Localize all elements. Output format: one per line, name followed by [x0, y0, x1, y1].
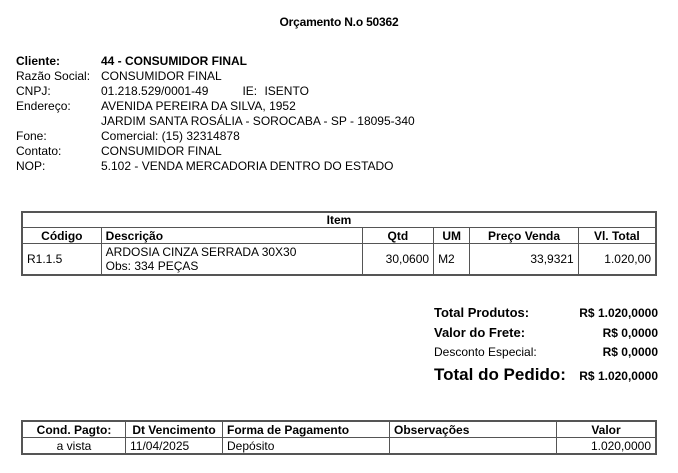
cell-forma-pagamento: Depósito	[223, 438, 390, 455]
item-obs: Obs: 334 PEÇAS	[105, 259, 199, 273]
cell-descricao	[101, 244, 362, 276]
contato-row	[16, 144, 415, 159]
client-label: Cliente:	[16, 54, 61, 68]
cnpj-value: 01.218.529/0001-49	[101, 84, 209, 98]
razao-social-value: CONSUMIDOR FINAL	[101, 69, 222, 83]
endereco-row	[16, 99, 415, 114]
endereco-line2-label	[16, 114, 101, 129]
total-produtos-row	[434, 305, 658, 325]
col-descricao: Descrição	[101, 228, 362, 244]
endereco-line2-value: JARDIM SANTA ROSÁLIA - SOROCABA - SP - 18095-340	[101, 114, 415, 128]
cnpj-label: CNPJ:	[16, 84, 51, 98]
payment-table	[21, 420, 657, 455]
items-group-header: Item	[22, 212, 656, 228]
razao-social-label: Razão Social:	[16, 69, 91, 83]
ie-value: ISENTO	[264, 84, 309, 98]
cnpj-row	[16, 84, 415, 99]
col-valor: Valor	[557, 421, 657, 438]
desconto-label: Desconto Especial:	[434, 345, 537, 359]
fone-label: Fone:	[16, 129, 47, 143]
col-preco-venda: Preço Venda	[470, 228, 578, 244]
fone-value: Comercial: (15) 32314878	[101, 129, 240, 143]
total-produtos-value: R$ 1.020,0000	[579, 306, 658, 320]
contato-label: Contato:	[16, 144, 62, 158]
nop-row	[16, 159, 415, 174]
totals-block	[434, 305, 658, 385]
table-row	[22, 244, 656, 276]
cell-dt-vencimento: 11/04/2025	[126, 438, 223, 455]
nop-label: NOP:	[16, 159, 46, 173]
valor-frete-label: Valor do Frete:	[434, 325, 526, 340]
cell-valor: 1.020,0000	[557, 438, 657, 455]
client-row	[16, 54, 415, 69]
desconto-value: R$ 0,0000	[602, 345, 658, 359]
ie-label: IE:	[242, 84, 258, 98]
desconto-row	[434, 345, 658, 365]
cell-cond-pagto: a vista	[22, 438, 126, 455]
col-qtd: Qtd	[362, 228, 433, 244]
razao-social-row	[16, 69, 415, 84]
items-table	[21, 211, 657, 276]
total-pedido-value: R$ 1.020,0000	[579, 369, 658, 383]
valor-frete-value: R$ 0,0000	[602, 326, 658, 340]
cell-codigo: R1.1.5	[22, 244, 101, 276]
endereco-value: AVENIDA PEREIRA DA SILVA, 1952	[101, 99, 296, 113]
endereco-label: Endereço:	[16, 99, 71, 113]
contato-value: CONSUMIDOR FINAL	[101, 144, 222, 158]
col-codigo: Código	[22, 228, 101, 244]
col-um: UM	[434, 228, 470, 244]
endereco-line2-row	[16, 114, 415, 129]
payment-header-row	[22, 421, 656, 438]
nop-value: 5.102 - VENDA MERCADORIA DENTRO DO ESTADO	[101, 159, 394, 173]
cell-vl-total: 1.020,00	[578, 244, 656, 276]
total-produtos-label: Total Produtos:	[434, 305, 530, 320]
col-observacoes: Observações	[390, 421, 557, 438]
total-pedido-row	[434, 365, 658, 385]
total-pedido-label: Total do Pedido:	[434, 365, 566, 384]
table-row	[22, 438, 656, 455]
fone-row	[16, 129, 415, 144]
col-vl-total: Vl. Total	[578, 228, 656, 244]
client-value: 44 - CONSUMIDOR FINAL	[101, 54, 248, 68]
col-dt-vencimento: Dt Vencimento	[126, 421, 223, 438]
client-info	[16, 54, 415, 174]
valor-frete-row	[434, 325, 658, 345]
items-group-header-row	[22, 212, 656, 228]
item-description: ARDOSIA CINZA SERRADA 30X30	[105, 245, 297, 259]
document-title: Orçamento N.o 50362	[279, 15, 399, 29]
cell-observacoes	[390, 438, 557, 455]
items-header-row	[22, 228, 656, 244]
col-cond-pagto: Cond. Pagto:	[22, 421, 126, 438]
cell-preco-venda: 33,9321	[470, 244, 578, 276]
col-forma-pagamento: Forma de Pagamento	[223, 421, 390, 438]
cell-um: M2	[434, 244, 470, 276]
cell-qtd: 30,0600	[362, 244, 433, 276]
